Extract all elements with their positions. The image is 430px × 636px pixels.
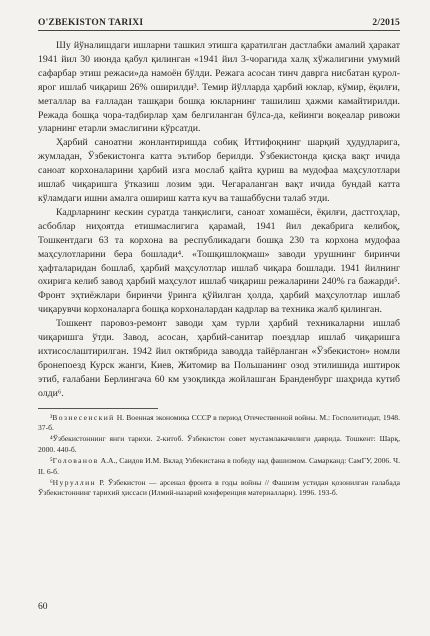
page-number: 60 (38, 602, 48, 612)
footnote (38, 434, 400, 454)
footnote-text: Р. Ўзбекистон — арсенал фронта в годы войны // Фашизм устидан қозонилган ғалабада Ўзбекистоннинг тарихий ҳиссаси (Илмий-назарий конференция материаллари). 1996. 193-б. (38, 478, 400, 498)
article-body (38, 39, 400, 401)
footnotes (38, 413, 400, 499)
footnote-text: Ўзбекистоннинг янги тарихи. 2-китоб. Ўзбекистон совет мустамлакачилиги даврида. Тошкент: Шарқ, 2000. 440-б. (38, 434, 400, 454)
paragraph: Шу йўналишдаги ишларни ташкил этишга қаратилган дастлабки амалий ҳаракат 1941 йил 30 июнда қабул қилинган «1941 йил 3-чорагида халқ хўжалигини умумий сафарбар этиш режаси»да намоён бўлди. Режага асосан тинч даврга нисбатан қурол-ярог ишлаб чиқариш 26% оширилди³. Темир йўлларда ҳарбий юклар, кўмир, ёқилғи, металлар ва ғалладан ташқари бошқа юкларнинг ташилиш ҳажми камайтирилди. Режада бошқа чора-тадбирлар ҳам белгиланган бўлса-да, кейинги воқеалар ривожи уларнинг етарли эмаслигини кўрсатди. (38, 40, 400, 135)
running-header (38, 18, 400, 31)
issue-number: 2/2015 (372, 18, 400, 28)
footnote-marker: ³ (50, 412, 53, 422)
paragraph: Тошкент паровоз-ремонт заводи ҳам турли ҳарбий техникаларни ишлаб чиқаришга ўтди. Завод, асосан, ҳарбий-санитар поездлар ишлаб чиқаришга ихтисослаштирилган. 1942 йил октябрида заводда тайёрланган «Ўзбекистон» номли бронепоезд Курск жанги, Киев, Житомир ва Польшанинг озод этилишида иштирок этиб, ғалабани Берлингача 60 км узоқликда жойлашган Бранденбург шаҳрида кутиб олди⁶. (38, 318, 400, 399)
footnote (38, 456, 400, 476)
journal-title: O'ZBEKISTON TARIXI (38, 18, 144, 28)
paragraph: Кадрларнинг кескин суратда танқислиги, саноат хомашёси, ёқилғи, дастгоҳлар, асбоблар ниҳоятда етишмаслигига қарамай, 1941 йил декабрига келибоқ, Тошкентдаги 63 та корхона ва республикадаги бошқа 230 та корхона мудофаа маҳсулотларини бера бошлади⁴. «Тошқишлоқмаш» заводи урушнинг биринчи ҳафталаридан бошлаб, ҳарбий маҳсулотлар ишлаб чиқара бошлади. 1941 йилнинг охирига келиб завод ҳарбий маҳсулот ишлаб чиқариш режаларини 240% га бажарди⁵. Фронт эҳтиёжлари биринчи ўринга қўйилган ҳолда, ҳарбий маҳсулотлар ишлаб чиқарувчи корхоналарга бошқа корхоналардан кадрлар ва техника жалб қилинган. (38, 206, 400, 316)
footnote-divider (38, 408, 158, 409)
footnote-text: А.А., Саидов И.М. Вклад Узбекистана в победу над фашизмом. Самарканд: СамГУ, 2006. Ч. II. 6-б. (38, 456, 400, 476)
footnote-text: Н. Военная экономика СССР в период Отечественной войны. М.: Госполитиздат, 1948. 37-б. (38, 412, 400, 432)
footnote-author: Нуруллин (52, 478, 97, 488)
paragraph: Ҳарбий саноатни жонлантиришда собиқ Иттифоқнинг шарқий ҳудудларига, жумладан, Ўзбекистонга катта эътибор берилди. Ўзбекистонда қисқа вақт ичида саноат корхоналарини ҳарбий изга мослаб қайта қуриш ва мудофаа маҳсулотлари ишлаб чиқаришга ўтказиш лозим эди. Чегараланган вақт ичида бундай катта кўламдаги ишни амалга ошириш катта куч ва ташаббусни талаб этди. (38, 137, 400, 204)
footnote (38, 413, 400, 433)
footnote-author: Вознесенский (52, 412, 115, 422)
footnote-marker: ⁴ (50, 434, 53, 444)
footnote-marker: ⁵ (50, 456, 53, 466)
footnote (38, 478, 400, 498)
footnote-author: Голованов (52, 456, 99, 466)
footnote-marker: ⁶ (50, 478, 53, 488)
